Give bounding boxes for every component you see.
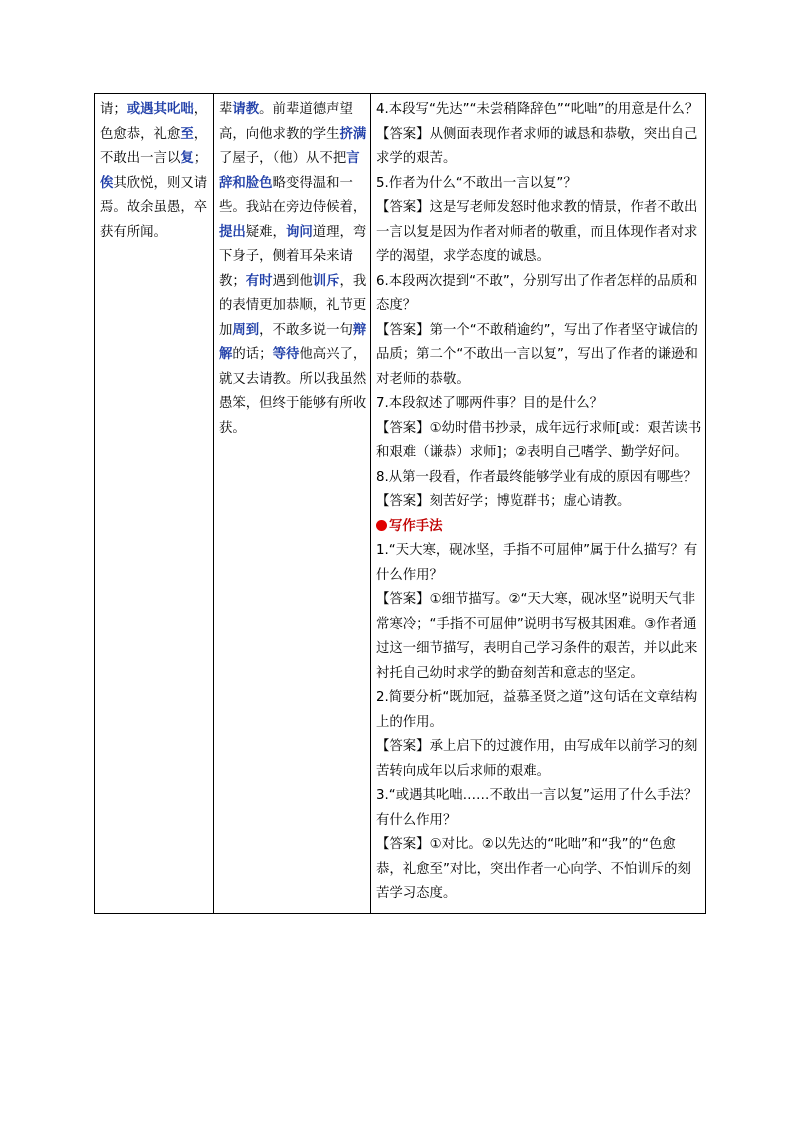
answer [376,490,702,515]
question: 1.“天大寒，砚冰坚，手指不可屈伸”属于什么描写？有什么作用？ [376,543,698,583]
highlighted-term: 或遇其叱咄 [126,102,194,117]
answer [376,196,702,270]
answer [376,417,702,466]
answer-label: 【答案】 [376,200,430,215]
text-segment: ，我的表情更加恭顺，礼节更加 [219,273,367,338]
translation-cell [214,94,371,914]
answer-text: ①幼时借书抄录，成年远行求师[或：艰苦读书和艰难（谦恭）求师]；②表明自己嗜学、勤学好问。 [376,420,702,460]
section-title: 写作手法 [389,518,443,534]
answer-label: 【答案】 [376,494,430,509]
answer [376,123,702,172]
question: 6.本段两次提到“不敢”，分别写出了作者怎样的品质和态度？ [376,273,698,313]
text-segment: 疑难， [245,224,286,240]
answer-label: 【答案】 [376,837,430,852]
technique-question-list [376,539,702,907]
questions-cell [371,94,706,914]
text-segment: ，色愈恭，礼愈 [100,102,208,142]
answer [376,319,702,393]
text-segment: 他高兴了，就又去请教。所以我虽然愚笨，但终于能够有所收获。 [219,347,367,436]
highlighted-term: 询问 [285,224,313,240]
text-segment: 辈 [219,102,233,117]
translation-text [219,98,367,441]
answer-label: 【答案】 [376,739,430,754]
answer [376,588,702,686]
highlighted-term: 训斥 [312,273,340,289]
question: 8.从第一段看，作者最终能够学业有成的原因有哪些？ [376,469,697,485]
answer-text: ①对比。②以先达的“叱咄”和“我”的“色愈恭，礼愈至”对比，突出作者一心向学、不怕训斥的刻苦学习态度。 [376,837,691,901]
answer [376,735,702,784]
highlighted-term: 有时 [245,273,273,289]
text-segment: ，不敢出一言以 [100,126,208,166]
answer-text: 第一个“不敢稍逾约”，写出了作者坚守诚信的品质；第二个“不敢出一言以复”，写出了作者的谦逊和对老师的恭敬。 [376,322,698,387]
highlighted-term: 辩解 [219,322,367,362]
section-heading [376,515,702,540]
content-table [94,93,706,914]
answer-label: 【答案】 [376,592,430,607]
question: 4.本段写“先达”“未尝稍降辞色”“叱咄”的用意是什么？ [376,102,699,117]
text-segment: 略变得温和一些。我站在旁边侍候着， [219,175,367,215]
text-segment: ，不敢多说一句 [259,322,353,338]
question: 2.简要分析“既加冠，益慕圣贤之道”这句话在文章结构上的作用。 [376,690,698,730]
original-text-cell [95,94,214,914]
table-row [95,94,706,914]
highlighted-term: 俟 [100,175,114,191]
original-text [100,98,210,245]
highlighted-term: 至 [180,126,194,142]
highlighted-term: 请教 [232,102,260,117]
text-segment: 。前辈道德声望高，向他求教的学生 [219,102,353,142]
text-segment: ； [193,151,208,166]
text-segment: 的话； [232,347,273,362]
answer [376,833,702,907]
text-segment: 道理，弯下身子，侧着耳朵来请教； [219,224,367,289]
answer-label: 【答案】 [376,420,430,436]
answer-label: 【答案】 [376,126,430,142]
answer-label: 【答案】 [376,322,430,338]
text-segment: 请； [100,102,127,117]
text-segment: 了屋子，（他）从不把 [219,151,347,166]
answer-text: 承上启下的过渡作用，由写成年以前学习的刻苦转向成年以后求师的艰难。 [376,739,698,779]
answer-text: 刻苦好学；博览群书；虚心请教。 [429,494,631,509]
question-list [376,98,702,515]
answer-text: ①细节描写。②“天大寒，砚冰坚”说明天气非常寒冷；“手指不可屈伸”说明书写极其困难。③作者通过这一细节描写，表明自己学习条件的艰苦，并以此来衬托自己幼时求学的勤奋刻苦和意志的坚定。 [376,592,698,681]
red-bullet-icon [376,520,387,531]
question: 5.作者为什么“不敢出一言以复”？ [376,175,577,191]
question: 3.“或遇其叱咄……不敢出一言以复”运用了什么手法？有什么作用？ [376,788,698,828]
highlighted-term: 周到 [232,322,260,338]
highlighted-term: 复 [180,151,194,166]
highlighted-term: 等待 [272,347,300,362]
answer-text: 从侧面表现作者求师的诚恳和恭敬，突出自己求学的艰苦。 [376,126,698,166]
question: 7.本段叙述了哪两件事？目的是什么？ [376,396,604,411]
highlighted-term: 言辞和脸色 [219,151,360,191]
highlighted-term: 提出 [219,224,246,240]
text-segment: 其欣悦，则又请焉。故余虽愚，卒获有所闻。 [100,175,208,240]
text-segment: 遇到他 [272,273,313,289]
answer-text: 这是写老师发怒时他求教的情景，作者不敢出一言以复是因为作者对师者的敬重，而且体现作者对求学的渴望，求学态度的诚恳。 [376,200,698,264]
highlighted-term: 挤满 [339,126,367,142]
